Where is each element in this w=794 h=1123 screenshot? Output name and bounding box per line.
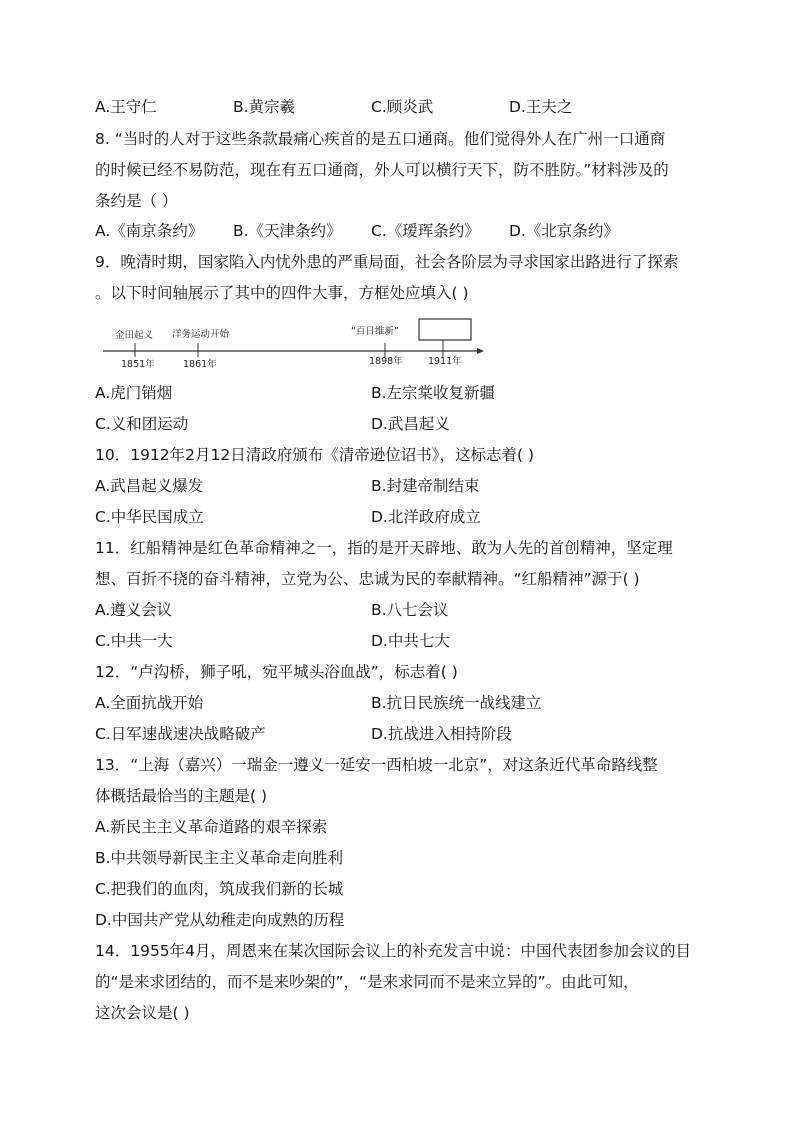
q9-stem-line-1: 9．晚清时期，国家陷入内忧外患的严重局面，社会各阶层为寻求国家出路进行了探索 [95, 253, 679, 271]
q10-option-c[interactable]: C.中华民国成立 [95, 508, 204, 526]
q9-option-c[interactable]: C.义和团运动 [95, 415, 189, 433]
q12-option-d[interactable]: D.抗战进入相持阶段 [371, 725, 512, 743]
q13-option-c[interactable]: C.把我们的血肉，筑成我们新的长城 [95, 880, 344, 898]
q13-stem-line-1: 13．“上海（嘉兴）一瑞金一遵义一延安一西柏坡一北京”，对这条近代革命路线整 [95, 756, 658, 774]
timeline-year-3: 1898年 [369, 356, 403, 367]
q8-option-a[interactable]: A.《南京条约》 [95, 222, 204, 240]
q11-stem-line-2: 想、百折不挠的奋斗精神，立党为公、忠诚为民的奉献精神。“红船精神”源于( ) [95, 570, 640, 588]
q14-stem-line-3: 这次会议是( ) [95, 1004, 190, 1022]
timeline-year-1: 1851年 [121, 359, 155, 370]
q10-option-a[interactable]: A.武昌起义爆发 [95, 477, 204, 495]
q13-option-a[interactable]: A.新民主主义革命道路的艰辛探索 [95, 818, 328, 836]
q11-option-b[interactable]: B.八七会议 [371, 601, 449, 619]
timeline-arrow-icon [477, 348, 484, 354]
q12-option-b[interactable]: B.抗日民族统一战线建立 [371, 694, 542, 712]
q11-option-a[interactable]: A.遵义会议 [95, 601, 173, 619]
timeline-event-3: “百日维新” [351, 326, 399, 337]
q10-stem-line-1: 10．1912年2月12日清政府颁布《清帝逊位诏书》，这标志着( ) [95, 446, 535, 464]
q14-stem-line-2: 的“是来求团结的，而不是来吵架的”，“是来求同而不是来立异的”。由此可知， [95, 973, 639, 991]
q14-stem-line-1: 14．1955年4月，周恩来在某次国际会议上的补充发言中说：中国代表团参加会议的目 [95, 942, 692, 960]
q8-stem-line-1: 8. “当时的人对于这些条款最痛心疾首的是五口通商。他们觉得外人在广州一口通商 [95, 130, 666, 148]
q9-stem-line-2: 。以下时间轴展示了其中的四件大事，方框处应填入( ) [95, 284, 469, 302]
q13-option-d[interactable]: D.中国共产党从幼稚走向成熟的历程 [95, 911, 345, 929]
q7-option-c[interactable]: C.顾炎武 [371, 98, 434, 116]
q11-option-c[interactable]: C.中共一大 [95, 632, 173, 650]
q7-option-b[interactable]: B.黄宗羲 [233, 98, 296, 116]
q12-option-c[interactable]: C.日军速战速决战略破产 [95, 725, 266, 743]
q9-option-b[interactable]: B.左宗棠收复新疆 [371, 384, 496, 402]
timeline-year-2: 1861年 [183, 359, 217, 370]
q8-option-b[interactable]: B.《天津条约》 [233, 222, 342, 240]
q9-option-d[interactable]: D.武昌起义 [371, 415, 450, 433]
q13-option-b[interactable]: B.中共领导新民主主义革命走向胜利 [95, 849, 344, 867]
q12-stem-line-1: 12．“卢沟桥，狮子吼，宛平城头浴血战”，标志着( ) [95, 663, 458, 681]
q12-option-a[interactable]: A.全面抗战开始 [95, 694, 204, 712]
q11-option-d[interactable]: D.中共七大 [371, 632, 450, 650]
q9-timeline [95, 318, 495, 374]
q10-option-b[interactable]: B.封建帝制结束 [371, 477, 480, 495]
q8-option-c[interactable]: C.《瑷珲条约》 [371, 222, 480, 240]
timeline-event-2: 洋务运动开始 [172, 329, 230, 340]
timeline-event-1: 金田起义 [115, 330, 154, 341]
q11-stem-line-1: 11．红船精神是红色革命精神之一，指的是开天辟地、敢为人先的首创精神，坚定理 [95, 539, 673, 557]
timeline-year-4: 1911年 [428, 356, 462, 367]
q8-option-d[interactable]: D.《北京条约》 [509, 222, 619, 240]
q8-stem-line-3: 条约是（ ） [95, 192, 178, 210]
q13-stem-line-2: 体概括最恰当的主题是( ) [95, 787, 268, 805]
timeline-answer-box[interactable] [419, 319, 471, 340]
q10-option-d[interactable]: D.北洋政府成立 [371, 508, 481, 526]
q7-option-d[interactable]: D.王夫之 [509, 98, 573, 116]
q7-option-a[interactable]: A.王守仁 [95, 98, 157, 116]
q9-option-a[interactable]: A.虎门销烟 [95, 384, 173, 402]
q8-stem-line-2: 的时候已经不易防范，现在有五口通商，外人可以横行天下，防不胜防。”材料涉及的 [95, 161, 669, 179]
